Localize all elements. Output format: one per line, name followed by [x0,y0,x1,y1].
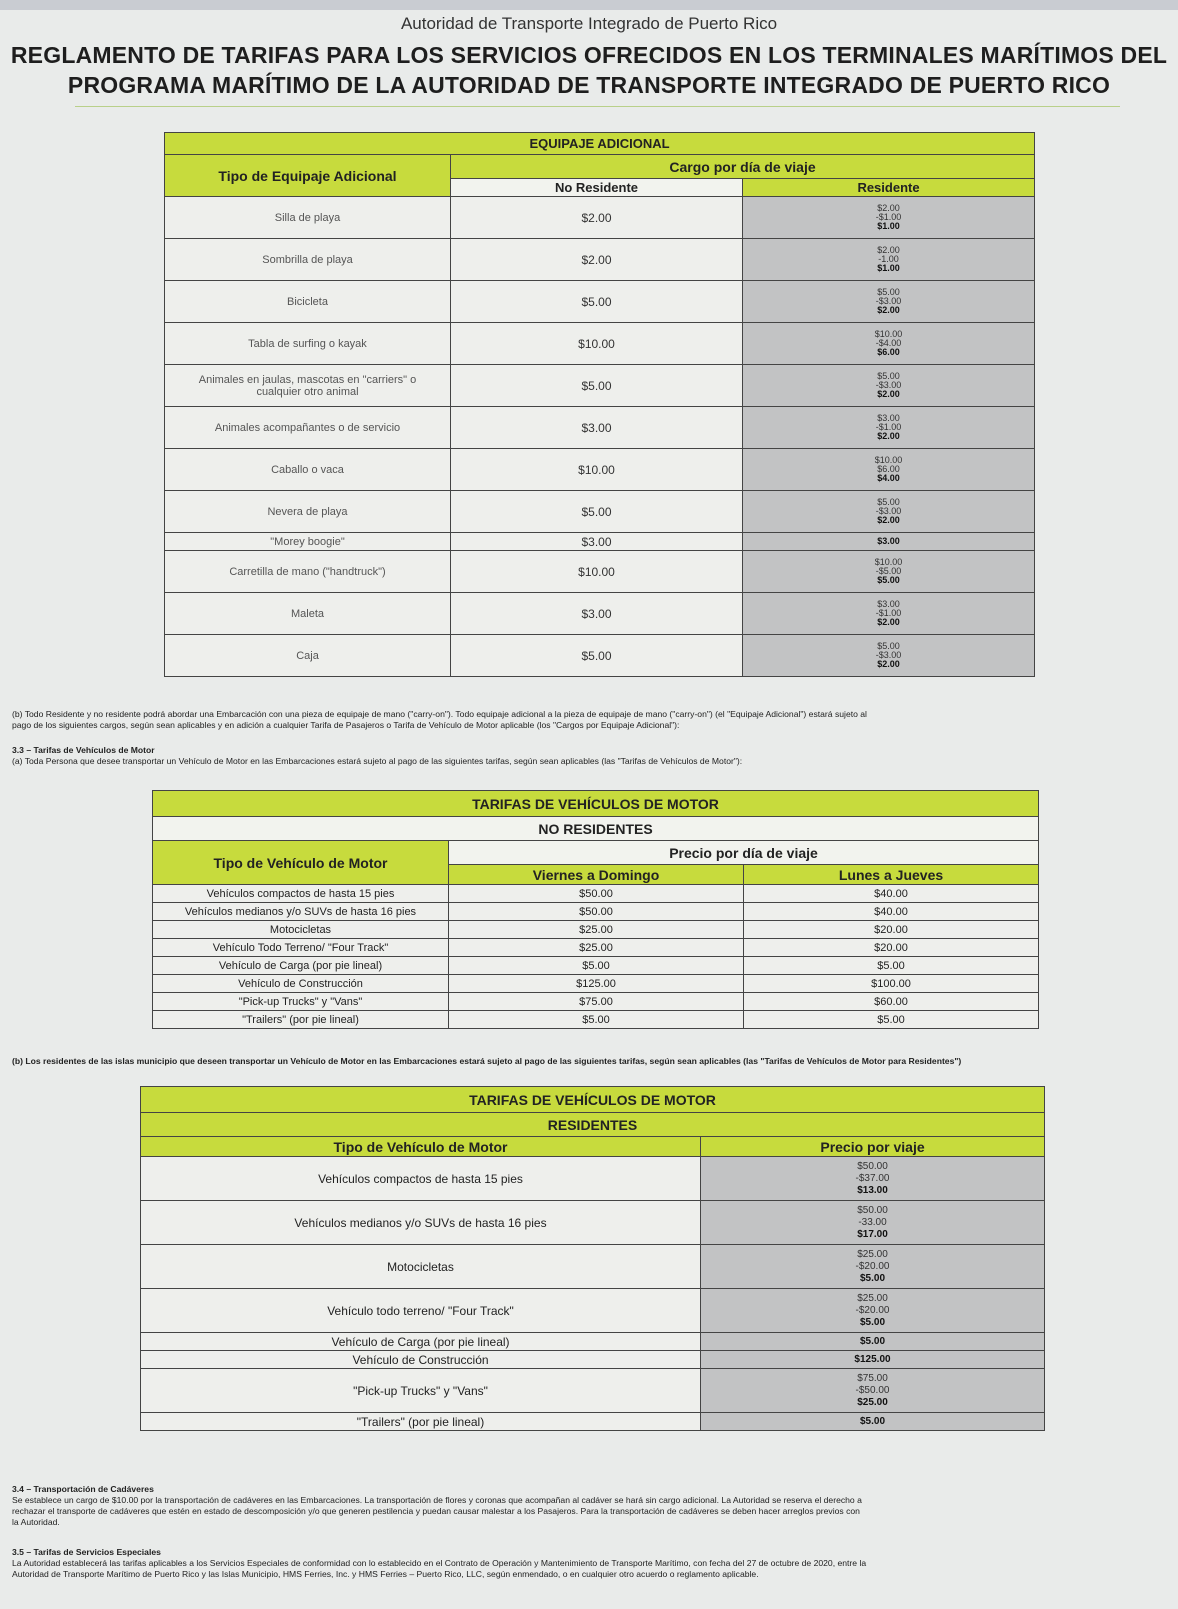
precio-final: $5.00 [859,1335,886,1347]
precio-residente [701,1369,1045,1413]
vehiculo-tipo-res: Motocicletas [141,1245,701,1289]
vehiculos-no-res-subtitle: NO RESIDENTES [153,817,1039,841]
col-lunes-jueves: Lunes a Jueves [744,865,1039,885]
table-row [141,1245,1045,1289]
vehiculo-tipo: Vehículos compactos de hasta 15 pies [153,885,449,903]
paragraph-b-line-1: (b) Todo Residente y no residente podrá abordar una Embarcación con una pieza de equipaje de mano ("carry-on"). Todo equipaje adicional a la pieza de equipaje de mano ("carry-on") (el "Equipaje Adicional") estará sujeto al [12,709,867,719]
res-base: $10.00 [874,329,903,339]
res-final: $6.00 [877,347,900,357]
vehiculos-residentes-table [140,1086,1045,1431]
top-band [0,0,1178,10]
section-3-3-title: 3.3 – Tarifas de Vehículos de Motor [12,745,155,755]
precio-lunes-jueves: $40.00 [744,903,1039,921]
vehiculos-no-residentes-table [152,790,1039,1029]
title-line-1: REGLAMENTO DE TARIFAS PARA LOS SERVICIOS OFRECIDOS EN LOS TERMINALES MARÍTIMOS DEL [10,42,1168,68]
section-3-4-line-2: rechazar el transporte de cadáveres que estén en estado de descomposición y/o que generen pestilencia y puedan causar malestar a los Pasajeros. Para la transportación de cadáveres se deben hacer arreglos previos con [12,1506,860,1516]
vehiculo-tipo: Vehículo de Carga (por pie lineal) [153,957,449,975]
paragraph-b2: (b) Los residentes de las islas municipio que deseen transportar un Vehículo de Motor en las Embarcaciones estará sujeto al pago de las siguientes tarifas, según sean aplicables (las "Tarifas de Vehículos de Motor para Residentes") [12,1056,962,1066]
vehiculo-tipo: Vehículo de Construcción [153,975,449,993]
res-base: $2.00 [877,203,900,213]
equipaje-residente [743,551,1035,593]
title-line-2: PROGRAMA MARÍTIMO DE LA AUTORIDAD DE TRANSPORTE INTEGRADO DE PUERTO RICO [67,72,1111,98]
precio-descuento: -$20.00 [855,1260,890,1272]
paragraph-b-line-2: pago de los siguientes cargos, según sean aplicables y en adición a cualquier Tarifa de Pasajeros o Tarifa de Vehículo de Motor aplicable (los "Cargos por Equipaje Adicional"): [12,720,680,730]
vehiculos-no-res-title: TARIFAS DE VEHÍCULOS DE MOTOR [153,791,1039,817]
table-row [165,197,1035,239]
res-descuento: -$1.00 [875,608,902,618]
equipaje-no-residente: $10.00 [451,323,743,365]
precio-final: $5.00 [859,1272,886,1284]
equipaje-tipo: Caballo o vaca [165,449,451,491]
equipaje-residente [743,491,1035,533]
table-row [165,365,1035,407]
equipaje-tipo: Animales acompañantes o de servicio [165,407,451,449]
res-final: $5.00 [877,575,900,585]
table-row [153,921,1039,939]
table-row [153,1011,1039,1029]
res-descuento: -$3.00 [875,380,902,390]
vehiculo-tipo: "Pick-up Trucks" y "Vans" [153,993,449,1011]
col-precio-viaje: Precio por viaje [701,1137,1045,1157]
equipaje-residente [743,239,1035,281]
res-descuento: -$1.00 [875,212,902,222]
table-row [153,939,1039,957]
precio-residente [701,1157,1045,1201]
equipaje-no-residente: $5.00 [451,281,743,323]
precio-viernes-domingo: $5.00 [449,957,744,975]
equipaje-no-residente: $3.00 [451,407,743,449]
equipaje-residente [743,407,1035,449]
section-3-3-a: (a) Toda Persona que desee transportar un Vehículo de Motor en las Embarcaciones estará sujeto al pago de las siguientes tarifas, según sean aplicables (las "Tarifas de Vehículos de Motor"): [12,756,743,766]
precio-residente [701,1333,1045,1351]
equipaje-tipo: Nevera de playa [165,491,451,533]
res-base: $5.00 [877,371,900,381]
vehiculo-tipo: "Trailers" (por pie lineal) [153,1011,449,1029]
precio-lunes-jueves: $5.00 [744,957,1039,975]
equipaje-tipo: Sombrilla de playa [165,239,451,281]
equipaje-tipo: Animales en jaulas, mascotas en "carriers" o cualquier otro animal [165,365,451,407]
table-row [141,1201,1045,1245]
equipaje-no-residente: $3.00 [451,593,743,635]
equipaje-no-residente: $10.00 [451,551,743,593]
equipaje-residente [743,281,1035,323]
precio-final: $125.00 [854,1353,891,1365]
vehiculo-tipo-res: "Trailers" (por pie lineal) [141,1413,701,1431]
precio-final: $25.00 [857,1396,888,1408]
precio-base: $50.00 [857,1204,888,1216]
col-tipo-vehiculo-res: Tipo de Vehículo de Motor [141,1137,701,1157]
equipaje-residente [743,533,1035,551]
precio-base: $25.00 [857,1248,888,1260]
vehiculo-tipo-res: Vehículo todo terreno/ "Four Track" [141,1289,701,1333]
section-3-4-line-3: la Autoridad. [12,1517,60,1527]
col-viernes-domingo: Viernes a Domingo [449,865,744,885]
precio-final: $5.00 [859,1316,886,1328]
equipaje-residente [743,449,1035,491]
equipaje-residente [743,635,1035,677]
table-row [165,635,1035,677]
precio-residente [701,1413,1045,1431]
precio-final: $5.00 [859,1415,886,1427]
vehiculo-tipo-res: Vehículos medianos y/o SUVs de hasta 16 pies [141,1201,701,1245]
table-row [153,993,1039,1011]
res-descuento: -$5.00 [875,566,902,576]
res-descuento: -$1.00 [875,422,902,432]
vehiculo-tipo-res: "Pick-up Trucks" y "Vans" [141,1369,701,1413]
equipaje-title: EQUIPAJE ADICIONAL [165,133,1035,155]
precio-final: $13.00 [857,1184,888,1196]
res-base: $3.00 [877,413,900,423]
precio-viernes-domingo: $75.00 [449,993,744,1011]
table-row [165,323,1035,365]
res-final: $3.00 [877,536,900,546]
table-row [153,903,1039,921]
precio-descuento: -$20.00 [855,1304,890,1316]
equipaje-tipo: Maleta [165,593,451,635]
precio-final: $17.00 [857,1228,888,1240]
col-residente: Residente [743,179,1035,197]
table-row [153,975,1039,993]
precio-residente [701,1245,1045,1289]
res-final: $2.00 [877,305,900,315]
table-row [141,1369,1045,1413]
res-descuento: $6.00 [877,464,900,474]
table-row [141,1289,1045,1333]
precio-base: $75.00 [857,1372,888,1384]
equipaje-table [164,132,1035,677]
document-title [10,40,1168,100]
res-final: $2.00 [877,617,900,627]
precio-viernes-domingo: $50.00 [449,885,744,903]
precio-descuento: -33.00 [858,1216,887,1228]
col-cargo: Cargo por día de viaje [451,155,1035,179]
table-row [165,593,1035,635]
precio-base: $50.00 [857,1160,888,1172]
equipaje-no-residente: $2.00 [451,197,743,239]
res-descuento: -1.00 [878,254,899,264]
precio-base: $25.00 [857,1292,888,1304]
res-base: $3.00 [877,599,900,609]
col-tipo-equipaje: Tipo de Equipaje Adicional [165,155,451,197]
res-final: $2.00 [877,431,900,441]
res-descuento: -$3.00 [875,506,902,516]
table-row [141,1157,1045,1201]
precio-descuento: -$37.00 [855,1172,890,1184]
equipaje-no-residente: $10.00 [451,449,743,491]
precio-viernes-domingo: $125.00 [449,975,744,993]
equipaje-tipo: Tabla de surfing o kayak [165,323,451,365]
equipaje-tipo: Bicicleta [165,281,451,323]
vehiculo-tipo-res: Vehículos compactos de hasta 15 pies [141,1157,701,1201]
equipaje-residente [743,593,1035,635]
section-3-5-line-2: Autoridad de Transporte Marítimo de Puerto Rico y las Islas Municipio, HMS Ferries, Inc. y HMS Ferries – Puerto Rico, LLC, según enmendado, o en cualquier otro acuerdo o reglamento aplicable. [12,1569,759,1579]
table-row [165,449,1035,491]
res-descuento: -$3.00 [875,650,902,660]
table-row [165,407,1035,449]
res-descuento: -$4.00 [875,338,902,348]
res-final: $1.00 [877,221,900,231]
agency-name: Autoridad de Transporte Integrado de Puerto Rico [400,14,778,33]
precio-lunes-jueves: $100.00 [744,975,1039,993]
res-base: $5.00 [877,287,900,297]
equipaje-tipo: Silla de playa [165,197,451,239]
res-final: $2.00 [877,515,900,525]
precio-descuento: -$50.00 [855,1384,890,1396]
section-3-5-line-1: La Autoridad establecerá las tarifas aplicables a los Servicios Especiales de conformidad con lo establecido en el Contrato de Operación y Mantenimiento de Transporte Marítimo, con fecha del 27 de octubre de 2020, entre la [12,1558,867,1568]
res-base: $5.00 [877,497,900,507]
precio-lunes-jueves: $60.00 [744,993,1039,1011]
table-row [165,533,1035,551]
equipaje-no-residente: $5.00 [451,635,743,677]
table-row [165,491,1035,533]
table-row [165,281,1035,323]
precio-viernes-domingo: $5.00 [449,1011,744,1029]
table-row [165,551,1035,593]
precio-viernes-domingo: $25.00 [449,939,744,957]
precio-lunes-jueves: $20.00 [744,939,1039,957]
precio-lunes-jueves: $5.00 [744,1011,1039,1029]
equipaje-residente [743,323,1035,365]
col-tipo-vehiculo: Tipo de Vehículo de Motor [153,841,449,885]
res-descuento: -$3.00 [875,296,902,306]
equipaje-tipo: "Morey boogie" [165,533,451,551]
precio-residente [701,1351,1045,1369]
res-final: $1.00 [877,263,900,273]
res-base: $10.00 [874,557,903,567]
precio-residente [701,1201,1045,1245]
table-row [153,957,1039,975]
col-precio-dia: Precio por día de viaje [449,841,1039,865]
res-base: $10.00 [874,455,903,465]
equipaje-no-residente: $3.00 [451,533,743,551]
vehiculo-tipo: Vehículo Todo Terreno/ "Four Track" [153,939,449,957]
res-base: $2.00 [877,245,900,255]
vehiculo-tipo-res: Vehículo de Carga (por pie lineal) [141,1333,701,1351]
precio-lunes-jueves: $40.00 [744,885,1039,903]
section-3-4-line-1: Se establece un cargo de $10.00 por la transportación de cadáveres en las Embarcaciones. La transportación de flores y coronas que acompañan al cadáver se hará sin cargo adicional. La Autoridad se reserva el derecho a [12,1495,862,1505]
vehiculo-tipo: Vehículos medianos y/o SUVs de hasta 16 pies [153,903,449,921]
vehiculo-tipo: Motocicletas [153,921,449,939]
table-row [141,1333,1045,1351]
table-row [165,239,1035,281]
precio-lunes-jueves: $20.00 [744,921,1039,939]
equipaje-no-residente: $5.00 [451,365,743,407]
col-no-residente: No Residente [451,179,743,197]
res-final: $2.00 [877,389,900,399]
vehiculos-res-title: TARIFAS DE VEHÍCULOS DE MOTOR [141,1087,1045,1113]
section-3-5-title: 3.5 – Tarifas de Servicios Especiales [12,1547,161,1557]
res-final: $2.00 [877,659,900,669]
equipaje-tipo: Carretilla de mano ("handtruck") [165,551,451,593]
equipaje-no-residente: $2.00 [451,239,743,281]
table-row [141,1351,1045,1369]
title-divider [75,106,1120,107]
precio-viernes-domingo: $50.00 [449,903,744,921]
equipaje-residente [743,365,1035,407]
equipaje-no-residente: $5.00 [451,491,743,533]
section-3-4-title: 3.4 – Transportación de Cadáveres [12,1484,154,1494]
vehiculos-res-subtitle: RESIDENTES [141,1113,1045,1137]
res-final: $4.00 [877,473,900,483]
equipaje-residente [743,197,1035,239]
vehiculo-tipo-res: Vehículo de Construcción [141,1351,701,1369]
table-row [153,885,1039,903]
precio-residente [701,1289,1045,1333]
res-base: $5.00 [877,641,900,651]
equipaje-tipo: Caja [165,635,451,677]
precio-viernes-domingo: $25.00 [449,921,744,939]
table-row [141,1413,1045,1431]
